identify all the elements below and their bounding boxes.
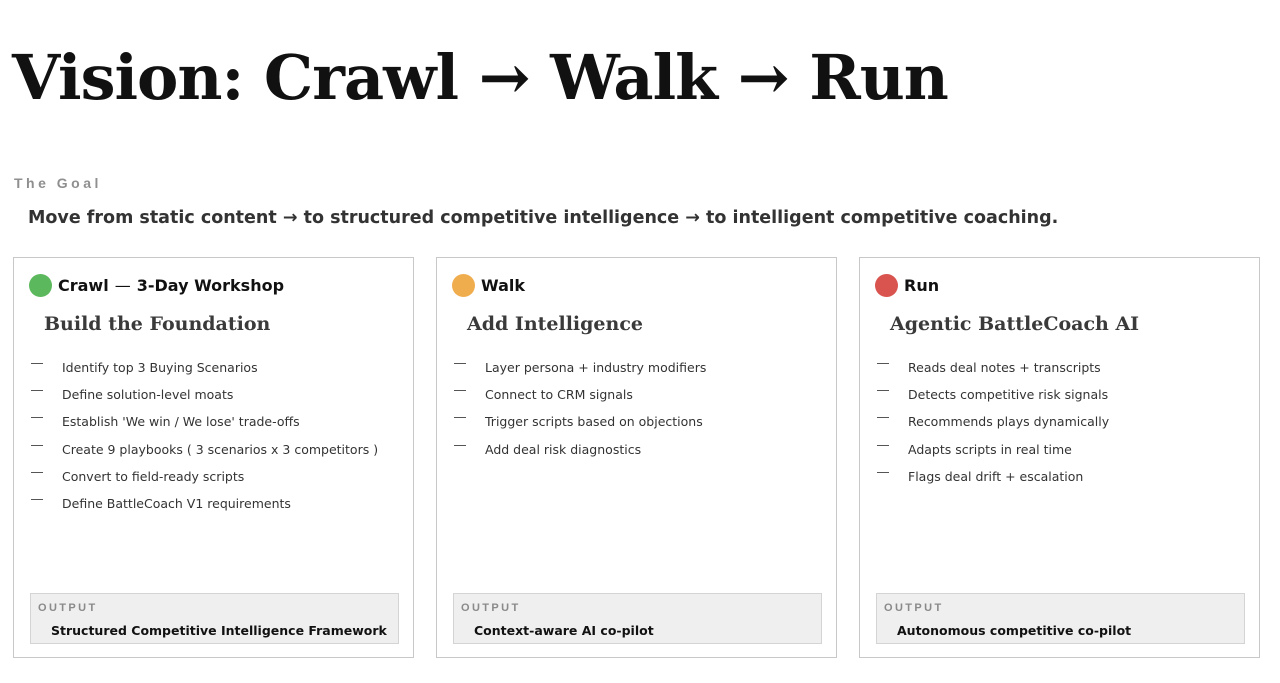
list-item-text: Identify top 3 Buying Scenarios bbox=[62, 360, 258, 375]
crawl-stage-dash: — bbox=[114, 275, 131, 295]
dash-bullet-icon bbox=[454, 390, 466, 391]
list-item bbox=[31, 495, 378, 522]
crawl-stage-subtitle: 3-Day Workshop bbox=[136, 275, 285, 295]
crawl-card-heading: Build the Foundation bbox=[44, 313, 271, 335]
list-item bbox=[454, 441, 706, 468]
list-item-text: Detects competitive risk signals bbox=[908, 387, 1109, 403]
run-task-list bbox=[877, 359, 1109, 495]
walk-card-heading: Add Intelligence bbox=[467, 313, 643, 335]
output-label: OUTPUT bbox=[461, 602, 521, 614]
list-item-text: Layer persona + industry modifiers bbox=[485, 360, 707, 375]
list-item bbox=[31, 441, 378, 468]
output-label: OUTPUT bbox=[38, 602, 98, 614]
run-card bbox=[859, 257, 1260, 658]
list-item-text: Reads deal notes + transcripts bbox=[908, 360, 1101, 375]
run-card-heading: Agentic BattleCoach AI bbox=[890, 313, 1140, 335]
list-item-text: Adapts scripts in real time bbox=[908, 441, 1072, 457]
dash-bullet-icon bbox=[454, 445, 466, 446]
list-item bbox=[31, 468, 378, 495]
dash-bullet-icon bbox=[454, 363, 466, 364]
list-item-text: Establish 'We win / We lose' trade-offs bbox=[62, 414, 300, 430]
dash-bullet-icon bbox=[31, 417, 43, 418]
list-item bbox=[877, 413, 1109, 440]
dash-bullet-icon bbox=[31, 499, 43, 500]
list-item bbox=[31, 413, 378, 440]
list-item bbox=[454, 386, 706, 413]
list-item bbox=[31, 359, 378, 386]
crawl-stage-label bbox=[58, 276, 284, 295]
list-item bbox=[31, 386, 378, 413]
list-item-text: Define BattleCoach V1 requirements bbox=[62, 495, 291, 511]
crawl-output-box bbox=[30, 593, 399, 644]
walk-output-text: Context-aware AI co-pilot bbox=[474, 623, 654, 638]
list-item-text: Recommends plays dynamically bbox=[908, 414, 1110, 430]
run-output-box bbox=[876, 593, 1245, 644]
list-item bbox=[877, 386, 1109, 413]
crawl-stage-name: Crawl bbox=[58, 275, 109, 295]
goal-statement: Move from static content → to structured competitive intelligence → to intelligent competitive coaching. bbox=[28, 208, 1059, 228]
output-label: OUTPUT bbox=[884, 602, 944, 614]
dash-bullet-icon bbox=[877, 363, 889, 364]
orange-status-dot-icon bbox=[452, 274, 475, 297]
walk-stage-header bbox=[452, 273, 525, 297]
walk-output-box bbox=[453, 593, 822, 644]
dash-bullet-icon bbox=[877, 445, 889, 446]
page-title: Vision: Crawl → Walk → Run bbox=[12, 41, 948, 114]
list-item bbox=[877, 359, 1109, 386]
goal-label: The Goal bbox=[14, 175, 102, 191]
dash-bullet-icon bbox=[877, 390, 889, 391]
dash-bullet-icon bbox=[31, 472, 43, 473]
run-stage-header bbox=[875, 273, 939, 297]
list-item-text: Create 9 playbooks ( 3 scenarios x 3 competitors ) bbox=[62, 441, 379, 457]
dash-bullet-icon bbox=[31, 363, 43, 364]
crawl-output-text: Structured Competitive Intelligence Framework bbox=[51, 623, 387, 638]
run-stage-name: Run bbox=[904, 275, 940, 295]
walk-card bbox=[436, 257, 837, 658]
dash-bullet-icon bbox=[454, 417, 466, 418]
list-item-text: Add deal risk diagnostics bbox=[485, 441, 642, 457]
dash-bullet-icon bbox=[31, 390, 43, 391]
list-item bbox=[877, 441, 1109, 468]
dash-bullet-icon bbox=[877, 417, 889, 418]
walk-stage-name: Walk bbox=[481, 275, 525, 295]
green-status-dot-icon bbox=[29, 274, 52, 297]
list-item-text: Connect to CRM signals bbox=[485, 387, 633, 403]
crawl-card bbox=[13, 257, 414, 658]
red-status-dot-icon bbox=[875, 274, 898, 297]
list-item-text: Define solution-level moats bbox=[62, 387, 234, 403]
crawl-stage-header bbox=[29, 273, 284, 297]
crawl-task-list bbox=[31, 359, 378, 522]
dash-bullet-icon bbox=[877, 472, 889, 473]
dash-bullet-icon bbox=[31, 445, 43, 446]
list-item bbox=[454, 413, 706, 440]
list-item-text: Trigger scripts based on objections bbox=[485, 414, 703, 430]
list-item bbox=[454, 359, 706, 386]
run-output-text: Autonomous competitive co-pilot bbox=[897, 623, 1132, 638]
list-item bbox=[877, 468, 1109, 495]
walk-task-list bbox=[454, 359, 706, 468]
list-item-text: Flags deal drift + escalation bbox=[908, 468, 1084, 484]
list-item-text: Convert to field-ready scripts bbox=[62, 468, 245, 484]
